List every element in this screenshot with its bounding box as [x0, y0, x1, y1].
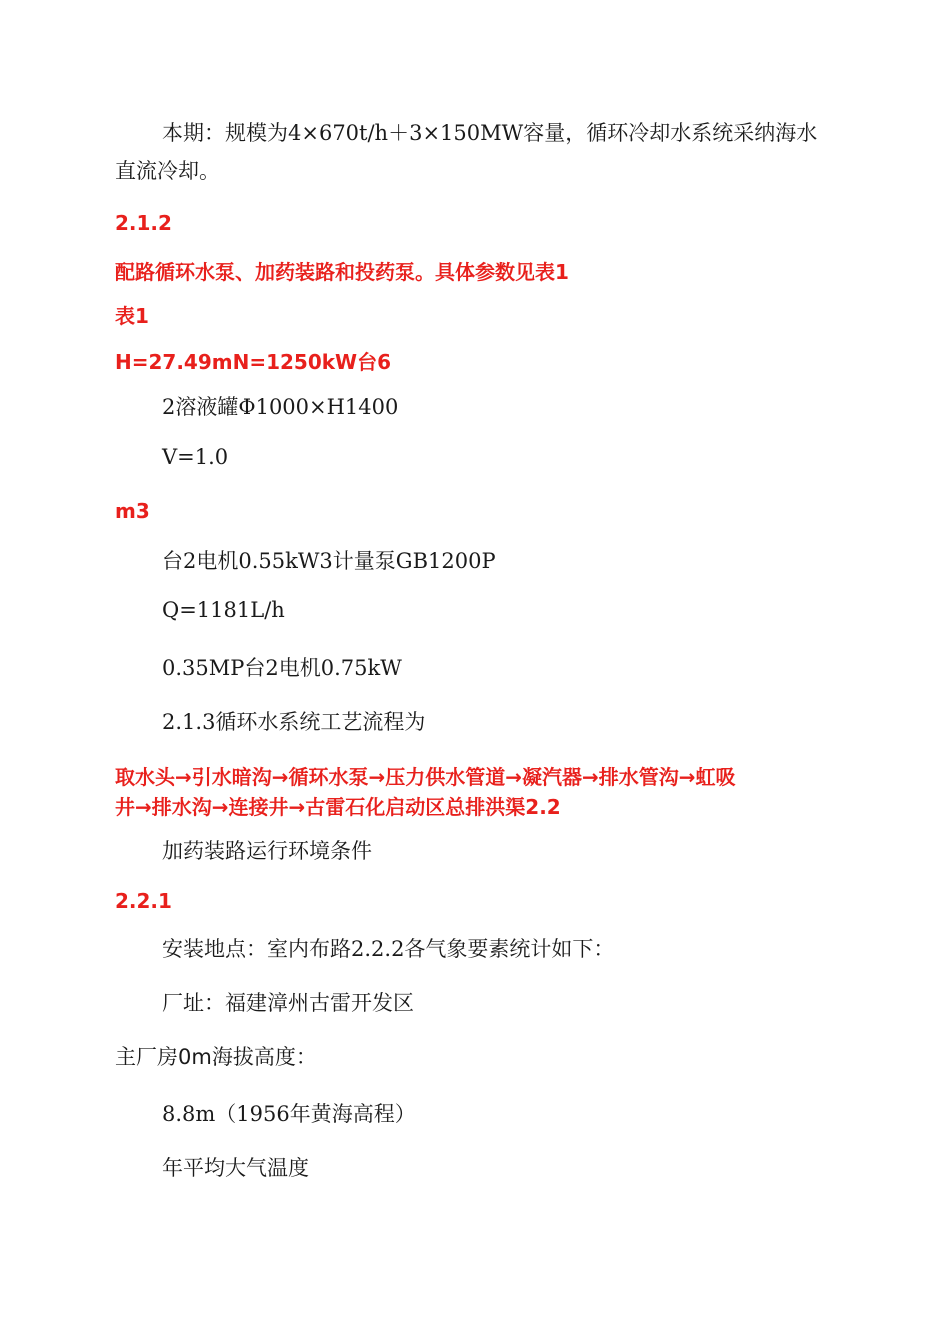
process-flow-line-1: 取水头→引水暗沟→循环水泵→压力供水管道→凝汽器→排水管沟→虹吸 — [115, 765, 736, 789]
tank-spec: 2溶液罐Φ1000×H1400 — [162, 395, 399, 419]
flow-rate-spec: Q=1181L/h — [162, 598, 285, 622]
install-location: 安装地点：室内布路2.2.2各气象要素统计如下： — [162, 937, 615, 961]
process-flow-intro: 2.1.3循环水系统工艺流程为 — [162, 710, 426, 734]
elevation-value: 8.8m（1956年黄海高程） — [162, 1102, 416, 1126]
metering-pump-spec: 台2电机0.55kW3计量泵GB1200P — [162, 549, 496, 573]
section-heading-2-1-2: 2.1.2 — [115, 211, 172, 235]
section-heading-2-2-1: 2.2.1 — [115, 889, 172, 913]
intro-paragraph-line-1: 本期：规模为4×670t/h＋3×150MW容量，循环冷却水系统采纳海水 — [162, 121, 818, 145]
unit-m3: m3 — [115, 499, 150, 523]
main-building-elevation-label: 主厂房0m海拔高度： — [115, 1045, 317, 1069]
pump-parameters: H=27.49mN=1250kW台6 — [115, 350, 392, 374]
average-temperature-label: 年平均大气温度 — [162, 1156, 309, 1180]
environment-title: 加药装路运行环境条件 — [162, 839, 372, 863]
intro-paragraph-line-2: 直流冷却。 — [115, 159, 220, 183]
volume-spec: V=1.0 — [162, 445, 229, 469]
pressure-spec: 0.35MP台2电机0.75kW — [162, 656, 402, 680]
process-flow-line-2: 井→排水沟→连接井→古雷石化启动区总排洪渠2.2 — [115, 795, 561, 819]
site-location: 厂址：福建漳州古雷开发区 — [162, 991, 414, 1015]
table-label: 表1 — [115, 304, 149, 328]
equipment-description: 配路循环水泵、加药装路和投药泵。具体参数见表1 — [115, 260, 569, 284]
